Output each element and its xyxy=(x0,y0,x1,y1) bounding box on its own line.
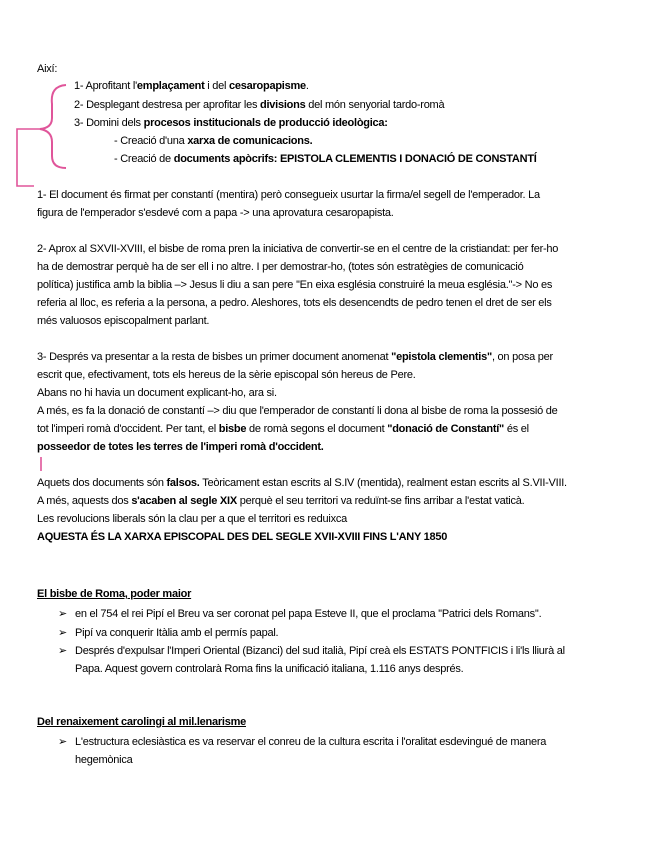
intro-subitem-1: - Creació d'una xarxa de comunicacions. xyxy=(114,135,313,147)
para4-summary: AQUESTA ÉS LA XARXA EPISCOPAL DES DEL SEGLE XVII-XVIII FINS L'ANY 1850 xyxy=(37,531,448,543)
para1-line: 1- El document és firmat per constantí (mentira) però consegueix usurtar la firma/el segell de l'emperador. La xyxy=(37,189,540,201)
bracket-line xyxy=(17,129,40,186)
para3-line: 3- Després va presentar a la resta de bisbes un primer document anomenat "epistola clementis", on posa per xyxy=(37,351,553,363)
section-heading: Del renaixement carolingi al mil.lenarisme xyxy=(37,716,246,728)
para1-line: figura de l'emperador s'esdevé com a papa -> una aprovatura cesaropapista. xyxy=(37,207,394,219)
arrow-bullet-icon: ➢ xyxy=(58,627,68,639)
para3-line: posseedor de totes les terres de l'imperi romà d'occident. xyxy=(37,441,324,453)
para2-line: més valuosos episcopalment parlant. xyxy=(37,315,210,327)
para4-line: Aquets dos documents són falsos. Teòricament estan escrits al S.IV (mentida), realment estan escrits al S.VII-VIII. xyxy=(37,477,567,489)
para2-line: referia al lloc, es referia a la persona, a pedro. Aleshores, tots els desencendts de pedro tenen el dret de ser els xyxy=(37,297,552,309)
bullet-text: Pipí va conquerir Itàlia amb el permís papal. xyxy=(75,627,279,639)
arrow-bullet-icon: ➢ xyxy=(58,608,68,620)
para3-line: escrit que, efectivament, tots els hereus de la sèrie episcopal són hereus de Pere. xyxy=(37,369,416,381)
section-heading: El bisbe de Roma, poder maior xyxy=(37,588,192,600)
intro-item-1: 1- Aprofitant l'emplaçament i del cesaropapisme. xyxy=(74,80,309,92)
intro-label: Així: xyxy=(37,63,58,75)
arrow-bullet-icon: ➢ xyxy=(58,645,68,657)
intro-item-2: 2- Desplegant destresa per aprofitar les divisions del món senyorial tardo-romà xyxy=(74,99,445,111)
arrow-bullet-icon: ➢ xyxy=(58,736,68,748)
para3-line: tot l'imperi romà d'occident. Per tant, el bisbe de romà segons el document "donació de Constantí" és el xyxy=(37,423,529,435)
brace-curve xyxy=(40,85,66,168)
para3-line: Abans no hi havia un document explicant-ho, ara si. xyxy=(37,387,277,399)
para2-line: 2- Aprox al SXVII-XVIII, el bisbe de roma pren la iniciativa de convertir-se en el centre de la cristiandat: per fer-ho xyxy=(37,243,559,255)
para4-line: Les revolucions liberals són la clau per a que el territori es reduixca xyxy=(37,513,347,525)
bullet-text: hegemònica xyxy=(75,754,133,766)
intro-item-3: 3- Domini dels procesos institucionals de producció ideològica: xyxy=(74,117,388,129)
para2-line: política) justifica amb la biblia –> Jesus li diu a san pere ''En eixa església construiré la meua església.''-> No es xyxy=(37,279,553,291)
bullet-text: L'estructura eclesiàstica es va reservar el conreu de la cultura escrita i l'oralitat esdevingué de manera xyxy=(75,736,547,748)
bullet-text: Papa. Aquest govern controlarà Roma fins la unificació italiana, 1.116 anys després. xyxy=(75,663,464,675)
intro-subitem-2: - Creació de documents apòcrifs: EPISTOLA CLEMENTIS I DONACIÓ DE CONSTANTÍ xyxy=(114,153,537,165)
para4-line: A més, aquests dos s'acaben al segle XIX perquè el seu territori va reduïnt-se fins arribar a l'estat vaticà. xyxy=(37,495,525,507)
para3-line: A més, es fa la donació de constantí –> diu que l'emperador de constantí li dona al bisbe de roma la possesió de xyxy=(37,405,558,417)
para2-line: ha de demostrar perquè ha de ser ell i no altre. I per demostrar-ho, (totes són estratègies de comunicació xyxy=(37,261,524,273)
bullet-text: en el 754 el rei Pipí el Breu va ser coronat pel papa Esteve II, que el proclama ''Patrici dels Romans''. xyxy=(75,608,542,620)
bullet-text: Després d'expulsar l'Imperi Oriental (Bizanci) del sud italià, Pipí creà els ESTATS PONTFICIS i li'ls lliurà al xyxy=(75,645,565,657)
